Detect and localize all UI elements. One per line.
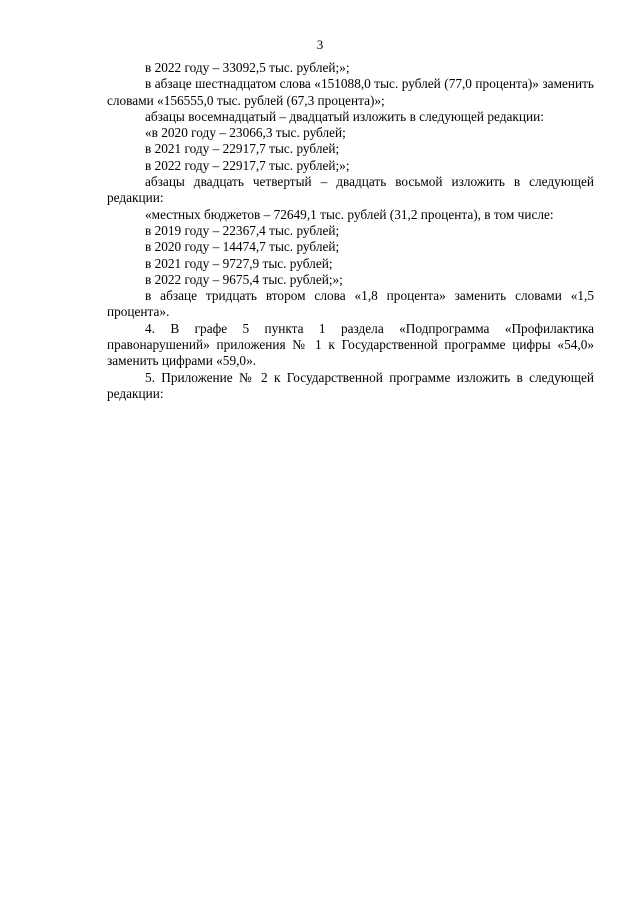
page-number: 3 [316,37,324,52]
document-body [107,60,594,402]
paragraph: 5. Приложение № 2 к Государственной программе изложить в следующей редакции: [107,369,594,401]
paragraph: в 2021 году – 22917,7 тыс. рублей; [145,141,340,157]
paragraph: в 2022 году – 22917,7 тыс. рублей;»; [145,157,350,173]
paragraph: в 2019 году – 22367,4 тыс. рублей; [145,222,340,238]
paragraph: в 2021 году – 9727,9 тыс. рублей; [145,255,333,271]
paragraph: абзацы восемнадцатый – двадцатый изложить в следующей редакции: [145,108,544,124]
paragraph: абзацы двадцать четвертый – двадцать восьмой изложить в следующей редакции: [107,174,594,206]
paragraph: в 2020 году – 14474,7 тыс. рублей; [145,239,340,255]
paragraph: в 2022 году – 33092,5 тыс. рублей;»; [145,60,350,75]
paragraph: в абзаце тридцать втором слова «1,8 процента» заменить словами «1,5 процента». [107,288,594,320]
paragraph: «в 2020 году – 23066,3 тыс. рублей; [145,125,346,141]
paragraph: 4. В графе 5 пункта 1 раздела «Подпрограмма «Профилактика правонарушений» приложения № 1 к Государственной программе цифры «54,0» заменить цифрами «59,0». [107,320,594,369]
paragraph: в абзаце шестнадцатом слова «151088,0 тыс. рублей (77,0 процента)» заменить словами «156555,0 тыс. рублей (67,3 процента)»; [107,76,594,108]
paragraph: «местных бюджетов – 72649,1 тыс. рублей (31,2 процента), в том числе: [145,206,554,222]
paragraph: в 2022 году – 9675,4 тыс. рублей;»; [145,271,343,287]
